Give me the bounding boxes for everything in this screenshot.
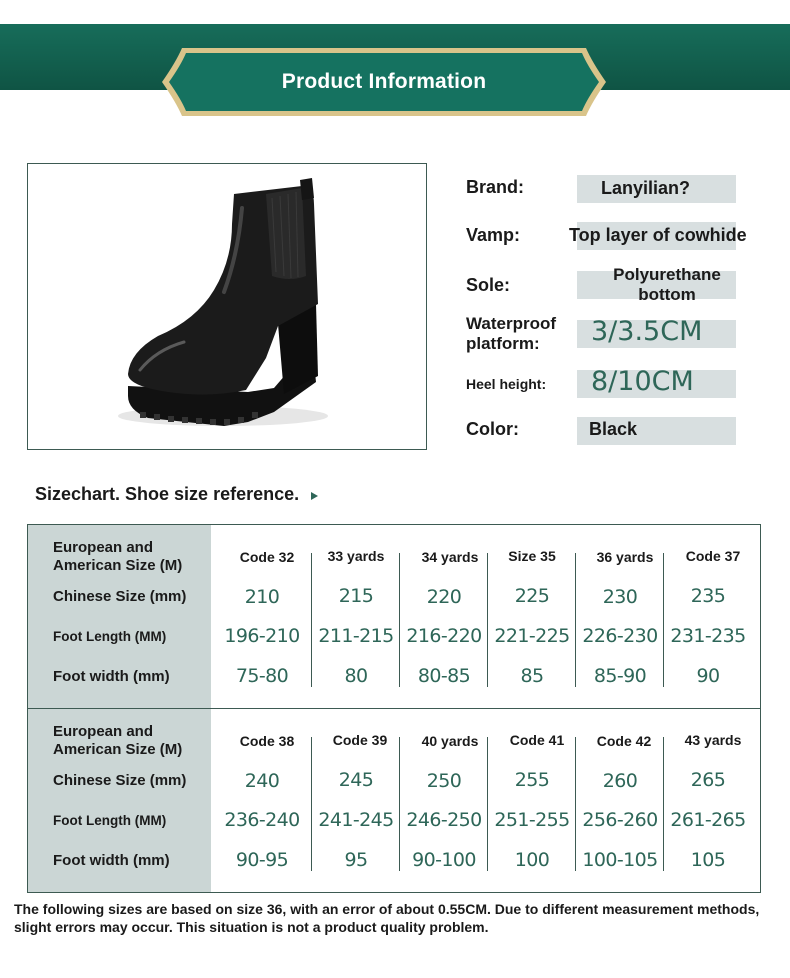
page-title: Product Information xyxy=(281,70,487,93)
row-label-foot-width: Foot width (mm) xyxy=(53,852,170,869)
sole-value-line2: bottom xyxy=(638,285,696,304)
chinese-size-value: 235 xyxy=(690,585,726,607)
row-label-foot-width: Foot width (mm) xyxy=(53,668,170,685)
product-photo xyxy=(27,163,427,450)
chinese-size-value: 240 xyxy=(244,770,280,792)
row-label-eu-us-line1: European and xyxy=(53,723,154,740)
size-header: 33 yards xyxy=(327,548,385,564)
size-header: Code 38 xyxy=(239,733,295,749)
foot-length-value: 231-235 xyxy=(670,625,746,647)
row-label-foot-length: Foot Length (MM) xyxy=(53,629,167,644)
sole-label: Sole: xyxy=(466,275,511,295)
foot-length-value: 256-260 xyxy=(582,809,658,831)
foot-width-value: 100 xyxy=(514,849,550,871)
foot-width-value: 90-100 xyxy=(412,849,476,871)
foot-length-value: 236-240 xyxy=(224,809,300,831)
footnote: The following sizes are based on size 36, with an error of about 0.55CM. Due to different measurement methods, slight errors may occur. This situation is not a product quality problem. xyxy=(14,901,760,935)
foot-length-value: 241-245 xyxy=(318,809,394,831)
foot-length-value: 246-250 xyxy=(406,809,482,831)
size-header: 43 yards xyxy=(684,732,742,748)
row-label-foot-length: Foot Length (MM) xyxy=(53,813,167,828)
foot-width-value: 80 xyxy=(344,665,368,687)
size-header: 40 yards xyxy=(421,733,479,749)
chinese-size-value: 220 xyxy=(426,586,462,608)
size-header: Code 37 xyxy=(685,548,741,564)
foot-width-value: 100-105 xyxy=(582,849,658,871)
foot-length-value: 226-230 xyxy=(582,625,658,647)
sizechart-heading xyxy=(35,484,318,505)
chinese-size-value: 245 xyxy=(338,769,374,791)
foot-width-value: 75-80 xyxy=(235,665,289,687)
row-label-chinese: Chinese Size (mm) xyxy=(53,588,187,605)
foot-length-value: 216-220 xyxy=(406,625,482,647)
foot-width-value: 105 xyxy=(690,849,726,871)
foot-width-value: 95 xyxy=(344,849,368,871)
chinese-size-value: 230 xyxy=(602,586,638,608)
heel-height-value: 8/10CM xyxy=(591,366,694,397)
vamp-value: Top layer of cowhide xyxy=(569,225,747,245)
size-header: 34 yards xyxy=(421,549,479,565)
foot-length-value: 221-225 xyxy=(494,625,570,647)
chinese-size-value: 215 xyxy=(338,585,374,607)
chinese-size-value: 210 xyxy=(244,586,280,608)
size-table-2 xyxy=(27,708,761,893)
platform-label xyxy=(466,314,556,354)
row-label-chinese: Chinese Size (mm) xyxy=(53,772,187,789)
platform-label-line1: Waterproof xyxy=(466,314,557,333)
foot-width-value: 85-90 xyxy=(593,665,647,687)
row-label-eu-us-line1: European and xyxy=(53,539,154,556)
chinese-size-value: 260 xyxy=(602,770,638,792)
foot-length-value: 261-265 xyxy=(670,809,746,831)
size-header: Code 39 xyxy=(332,732,388,748)
vamp-label: Vamp: xyxy=(466,225,521,245)
size-header: Code 42 xyxy=(596,733,652,749)
foot-width-value: 85 xyxy=(520,665,544,687)
row-label-eu-us xyxy=(53,539,182,575)
chinese-size-value: 250 xyxy=(426,770,462,792)
sole-value xyxy=(577,265,757,305)
size-header: Code 41 xyxy=(509,732,565,748)
chinese-size-value: 265 xyxy=(690,769,726,791)
sole-value-line1: Polyurethane xyxy=(613,265,721,284)
chinese-size-value: 255 xyxy=(514,769,550,791)
foot-width-value: 90 xyxy=(696,665,720,687)
foot-length-value: 211-215 xyxy=(318,625,394,647)
chinese-size-value: 225 xyxy=(514,585,550,607)
platform-label-line2: platform: xyxy=(466,334,540,353)
foot-width-value: 90-95 xyxy=(235,849,289,871)
row-label-eu-us-line2: American Size (M) xyxy=(53,741,183,758)
color-label: Color: xyxy=(466,419,519,439)
platform-value: 3/3.5CM xyxy=(591,316,703,347)
row-label-eu-us-line2: American Size (M) xyxy=(53,557,183,574)
heel-height-label: Heel height: xyxy=(466,376,547,392)
brand-label: Brand: xyxy=(466,177,524,197)
play-triangle-icon xyxy=(311,492,318,500)
sizechart-heading-text: Sizechart. Shoe size reference. xyxy=(35,484,300,504)
size-table-1 xyxy=(27,524,761,709)
size-header: 36 yards xyxy=(596,549,654,565)
color-value: Black xyxy=(589,419,638,439)
foot-width-value: 80-85 xyxy=(417,665,471,687)
size-header: Code 32 xyxy=(239,549,295,565)
brand-value: Lanyilian? xyxy=(601,178,691,198)
foot-length-value: 251-255 xyxy=(494,809,570,831)
foot-length-value: 196-210 xyxy=(224,625,300,647)
row-label-eu-us xyxy=(53,723,182,759)
size-header: Size 35 xyxy=(508,548,556,564)
